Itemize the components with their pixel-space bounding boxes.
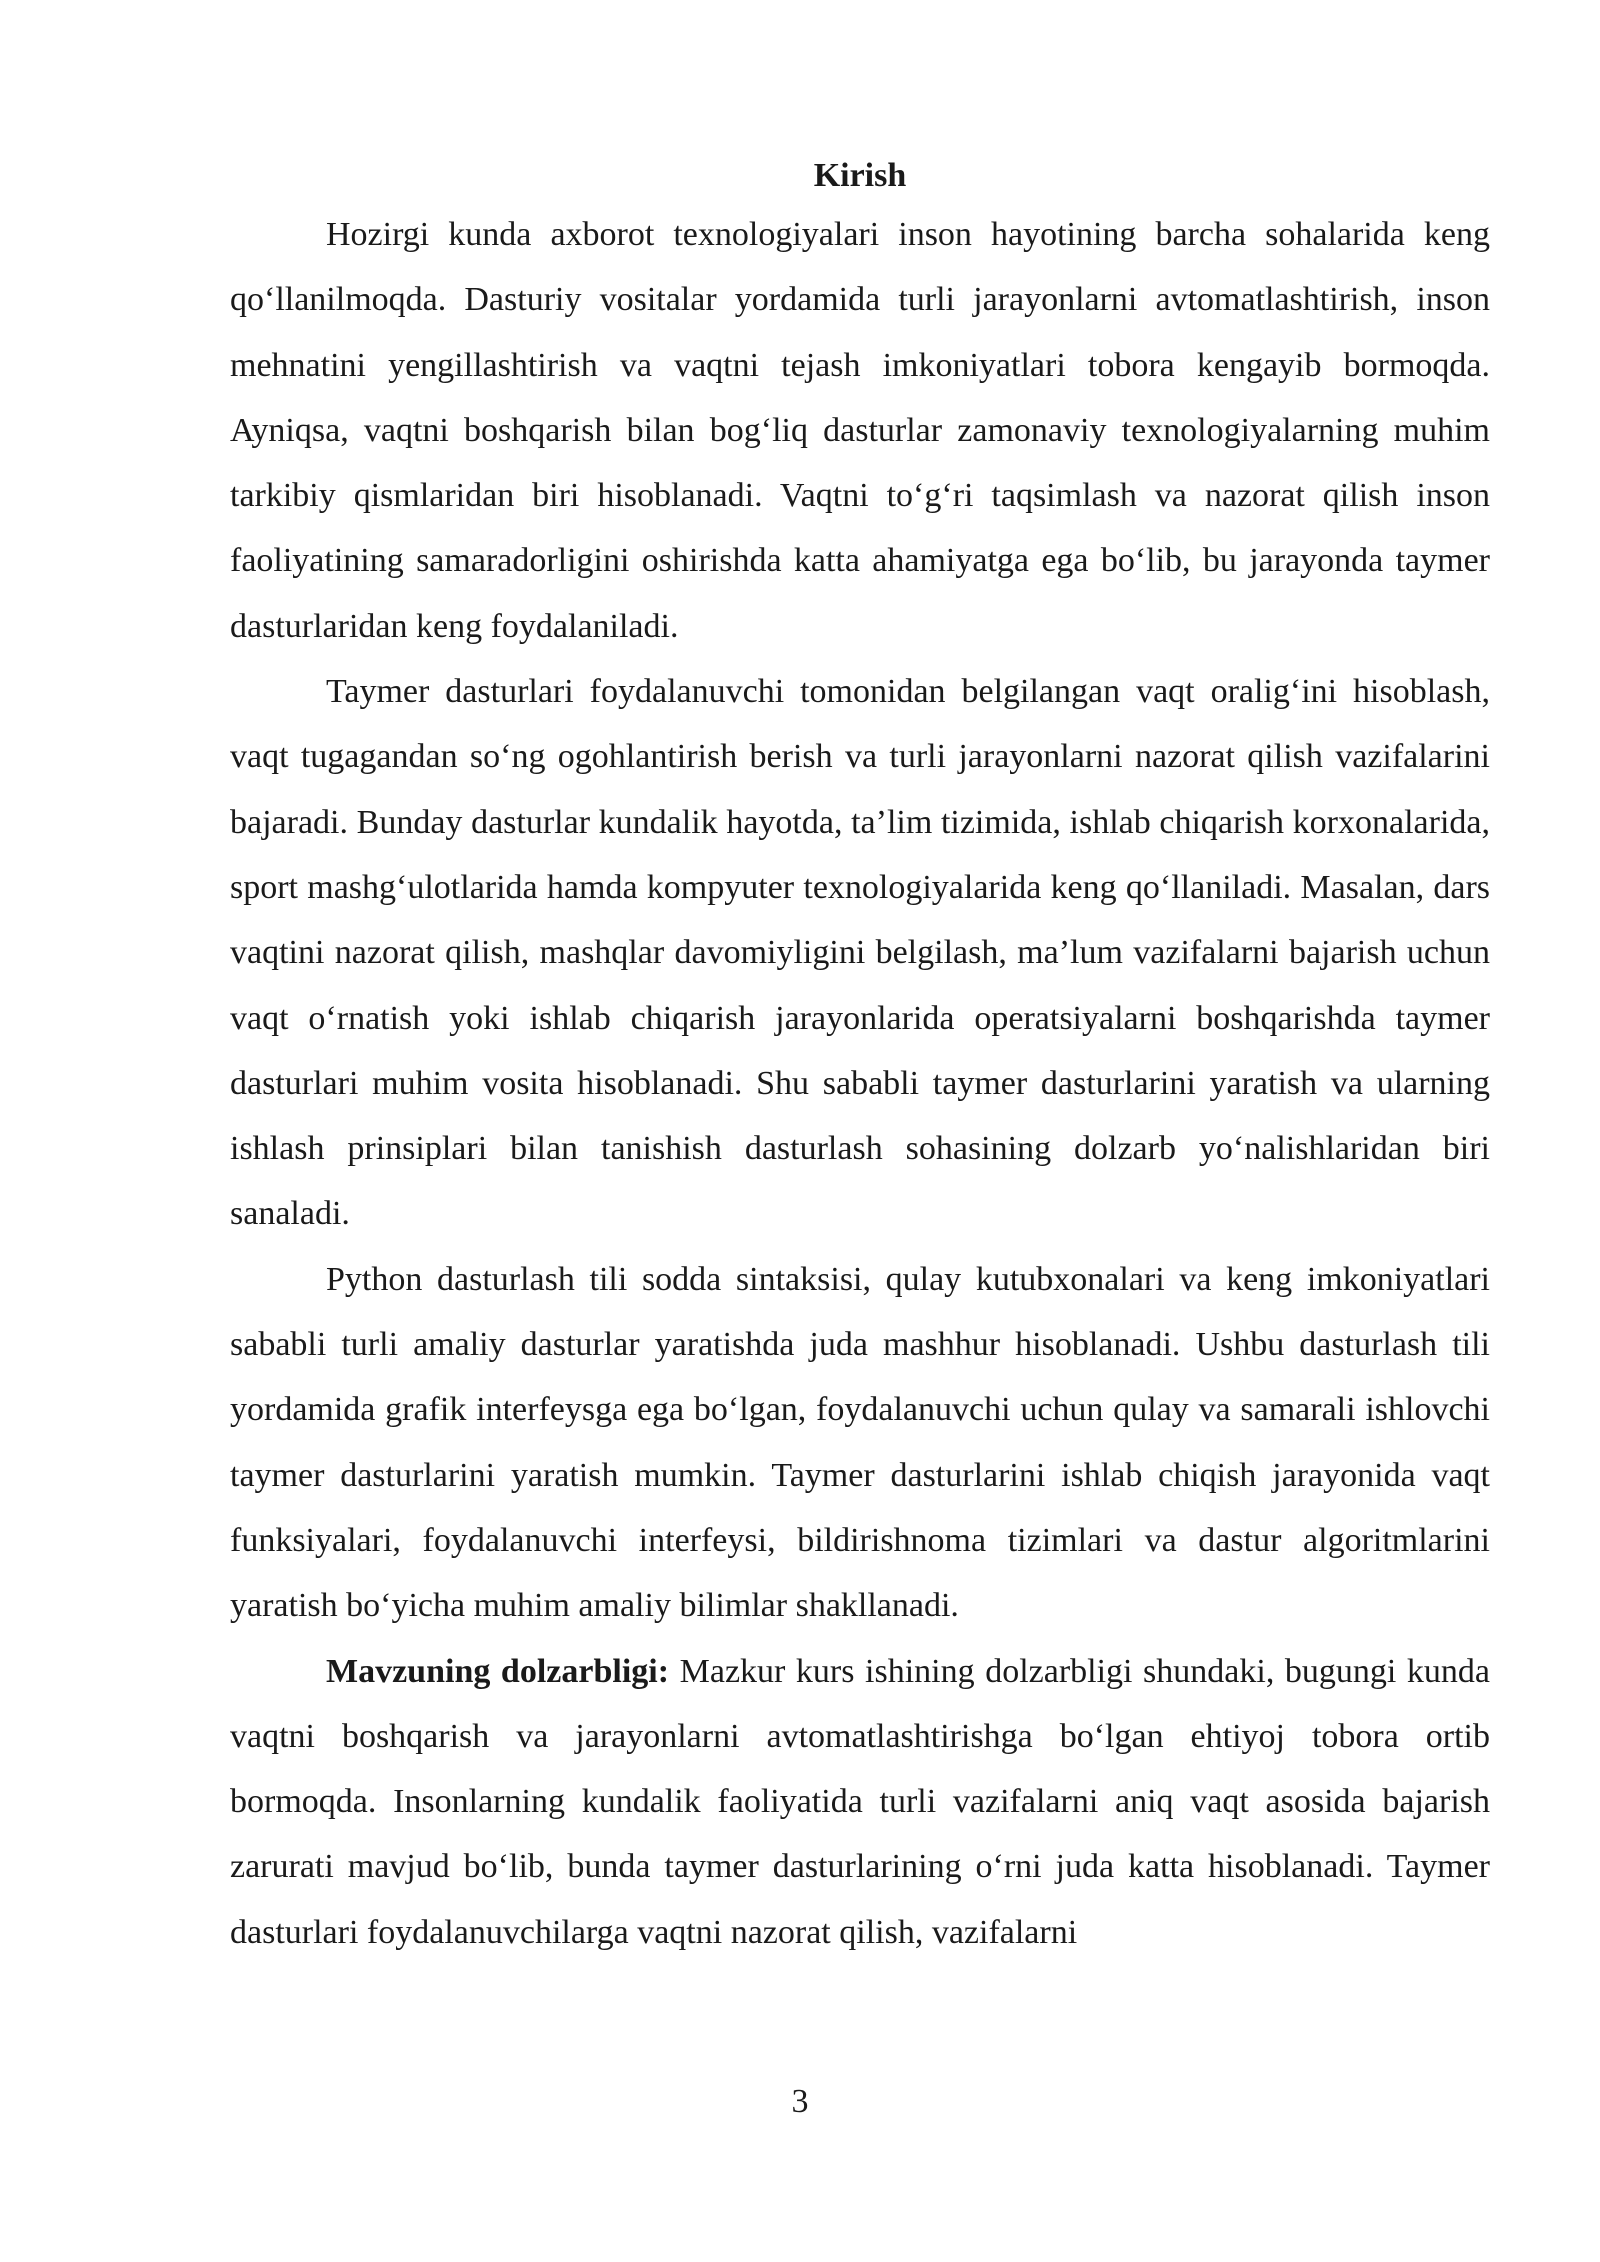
- paragraph-3: [230, 1247, 1490, 1639]
- section-heading: Kirish: [813, 157, 907, 194]
- paragraph-lead-label: Mavzuning dolzarbligi:: [326, 1652, 670, 1690]
- document-page: [230, 150, 1490, 1965]
- page-number: 3: [791, 2083, 809, 2120]
- paragraph-text: Mazkur kurs ishining dolzarbligi shundaki, bugungi kunda vaqtni boshqarish va jarayonlarni avtomatlashtirishga bo‘lgan ehtiyoj tobora ortib bormoqda. Insonlarning kundalik faoliyatida turli vazifalarni aniq vaqt asosida bajarish zarurati mavjud bo‘lib, bunda taymer dasturlarining o‘rni juda katta hisoblanadi. Taymer dasturlari foydalanuvchilarga vaqtni nazorat qilish, vazifalarni: [230, 1652, 1490, 1951]
- paragraph-text: Hozirgi kunda axborot texnologiyalari inson hayotining barcha sohalarida keng qo‘llanilmoqda. Dasturiy vositalar yordamida turli jarayonlarni avtomatlashtirish, inson mehnatini yengillashtirish va vaqtni tejash imkoniyatlari tobora kengayib bormoqda. Ayniqsa, vaqtni boshqarish bilan bog‘liq dasturlar zamonaviy texnologiyalarning muhim tarkibiy qismlaridan biri hisoblanadi. Vaqtni to‘g‘ri taqsimlash va nazorat qilish inson faoliyatining samaradorligini oshirishda katta ahamiyatga ega bo‘lib, bu jarayonda taymer dasturlaridan keng foydalaniladi.: [230, 216, 1490, 645]
- paragraph-text: Taymer dasturlari foydalanuvchi tomonidan belgilangan vaqt oralig‘ini hisoblash, vaqt tugagandan so‘ng ogohlantirish berish va turli jarayonlarni nazorat qilish vazifalarini bajaradi. Bunday dasturlar kundalik hayotda, ta’lim tizimida, ishlab chiqarish korxonalarida, sport mashg‘ulotlarida hamda kompyuter texnologiyalarida keng qo‘llaniladi. Masalan, dars vaqtini nazorat qilish, mashqlar davomiyligini belgilash, ma’lum vazifalarni bajarish uchun vaqt o‘rnatish yoki ishlab chiqarish jarayonlarida operatsiyalarni boshqarishda taymer dasturlari muhim vosita hisoblanadi. Shu sababli taymer dasturlarini yaratish va ularning ishlash prinsiplari bilan tanishish dasturlash sohasining dolzarb yo‘nalishlaridan biri sanaladi.: [230, 673, 1490, 1233]
- paragraph-2: [230, 659, 1490, 1247]
- paragraph-4: [230, 1639, 1490, 1965]
- paragraph-text: Python dasturlash tili sodda sintaksisi, qulay kutubxonalari va keng imkoniyatlari sababli turli amaliy dasturlar yaratishda juda mashhur hisoblanadi. Ushbu dasturlash tili yordamida grafik interfeysga ega bo‘lgan, foydalanuvchi uchun qulay va samarali ishlovchi taymer dasturlarini yaratish mumkin. Taymer dasturlarini ishlab chiqish jarayonida vaqt funksiyalari, foydalanuvchi interfeysi, bildirishnoma tizimlari va dastur algoritmlarini yaratish bo‘yicha muhim amaliy bilimlar shakllanadi.: [230, 1260, 1490, 1625]
- paragraph-1: [230, 202, 1490, 659]
